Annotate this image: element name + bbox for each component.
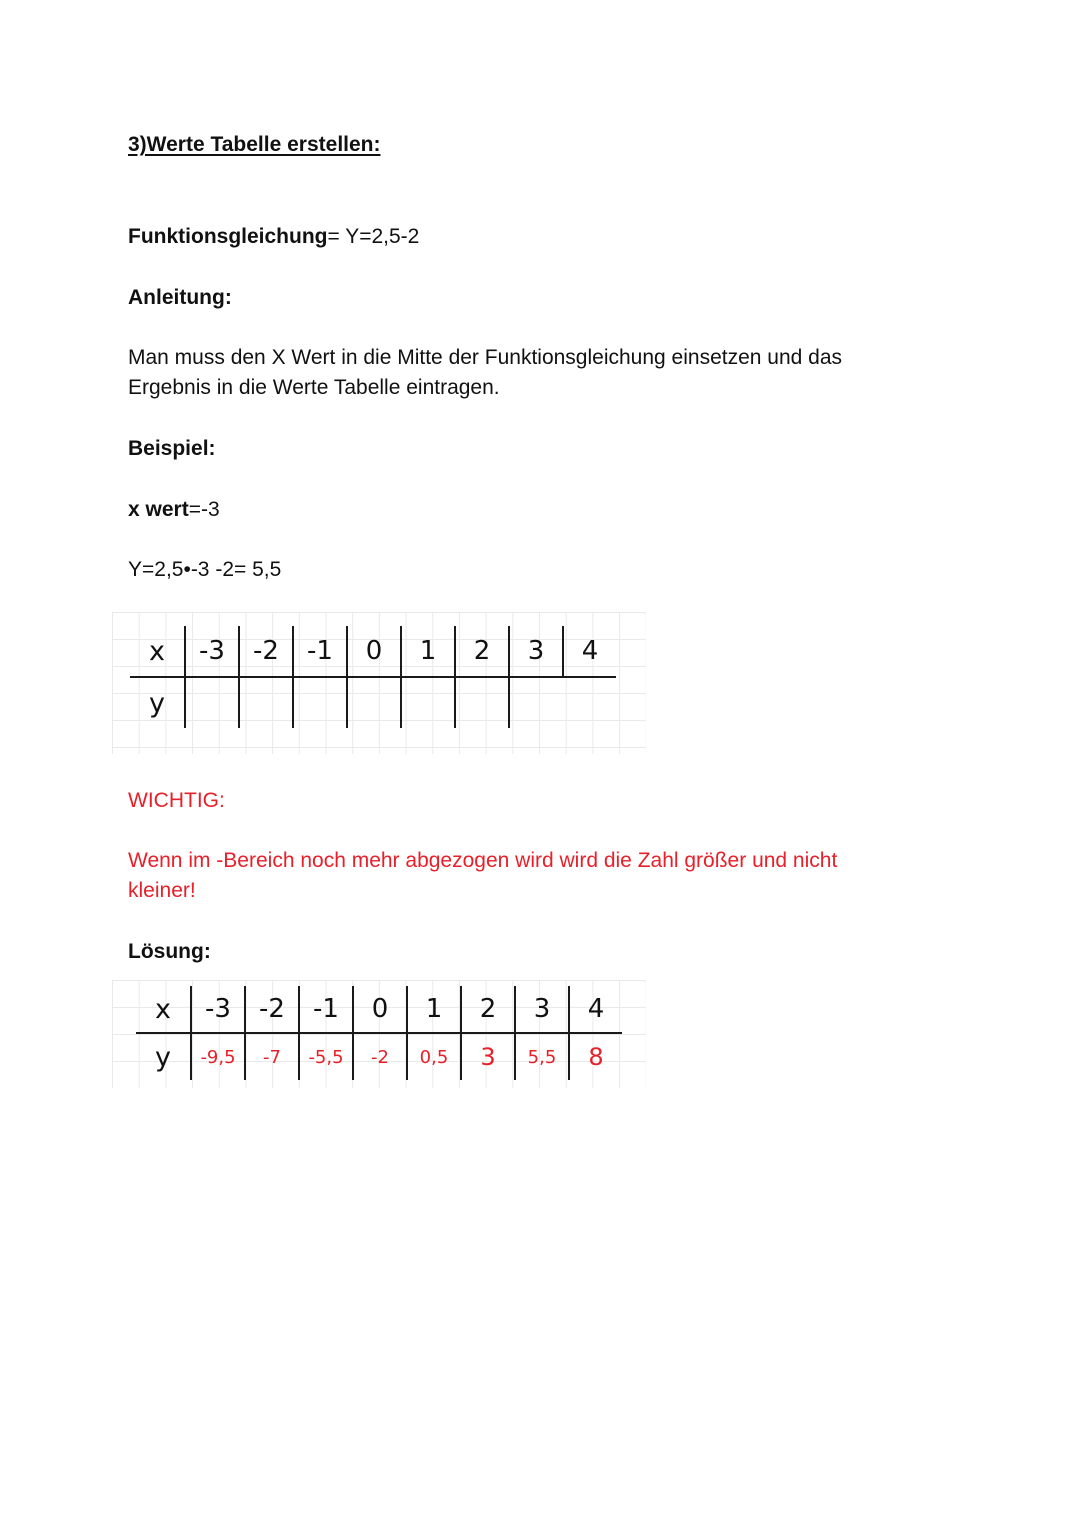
example-label: Beispiel: [128, 437, 216, 460]
x-header: x [130, 626, 185, 677]
x-cell: -2 [245, 986, 299, 1033]
x-cell: 0 [353, 986, 407, 1033]
x-value-number: =-3 [188, 498, 220, 521]
y-cell-empty [185, 677, 239, 728]
example-calculation: Y=2,5•-3 -2= 5,5 [128, 558, 282, 581]
warning-line-1: Wenn im -Bereich noch mehr abgezogen wird wird die Zahl größer und nicht [128, 849, 838, 872]
y-cell: -2 [353, 1033, 407, 1080]
y-cell: -5,5 [299, 1033, 353, 1080]
y-cell-empty [509, 677, 563, 728]
x-cell: 2 [455, 626, 509, 677]
x-cell: 1 [407, 986, 461, 1033]
x-cell: -3 [191, 986, 245, 1033]
function-equation [128, 222, 419, 252]
x-cell: 2 [461, 986, 515, 1033]
x-cell: 4 [569, 986, 622, 1033]
equation-text: = Y=2,5-2 [327, 225, 420, 248]
value-table-empty [112, 612, 646, 754]
table-x-row [130, 626, 616, 677]
y-cell: 8 [569, 1033, 622, 1080]
x-cell: 4 [563, 626, 616, 677]
y-header: y [149, 687, 165, 719]
solution-y-row [136, 1033, 622, 1080]
warning-title: WICHTIG: [128, 789, 225, 812]
y-cell: 3 [461, 1033, 515, 1080]
y-cell: 5,5 [515, 1033, 569, 1080]
x-cell: -3 [185, 626, 239, 677]
instructions-label: Anleitung: [128, 286, 232, 309]
solution-x-row [136, 986, 622, 1033]
instructions-line-1: Man muss den X Wert in die Mitte der Funktionsgleichung einsetzen und das [128, 346, 842, 369]
instructions-line-2: Ergebnis in die Werte Tabelle eintragen. [128, 376, 500, 399]
x-cell: -1 [299, 986, 353, 1033]
x-cell: 3 [509, 626, 563, 677]
y-cell: 0,5 [407, 1033, 461, 1080]
x-cell: -2 [239, 626, 293, 677]
x-cell: 0 [347, 626, 401, 677]
x-cell: 1 [401, 626, 455, 677]
equation-label: Funktionsgleichung [128, 225, 328, 248]
y-cell-empty [563, 677, 616, 728]
y-cell-empty [293, 677, 347, 728]
solution-label: Lösung: [128, 940, 211, 963]
y-header: y [155, 1041, 171, 1073]
y-cell-empty [347, 677, 401, 728]
x-cell: -1 [293, 626, 347, 677]
y-cell-empty [455, 677, 509, 728]
y-cell-empty [239, 677, 293, 728]
y-cell: -7 [245, 1033, 299, 1080]
example-x-value [128, 495, 220, 525]
y-cell: -9,5 [191, 1033, 245, 1080]
x-header: x [136, 986, 191, 1033]
section-heading: 3)Werte Tabelle erstellen: [128, 133, 381, 156]
x-cell: 3 [515, 986, 569, 1033]
table-y-row [130, 677, 616, 728]
y-cell-empty [401, 677, 455, 728]
x-value-label: x wert [128, 498, 189, 521]
value-table-solution [112, 980, 646, 1088]
warning-line-2: kleiner! [128, 879, 196, 902]
